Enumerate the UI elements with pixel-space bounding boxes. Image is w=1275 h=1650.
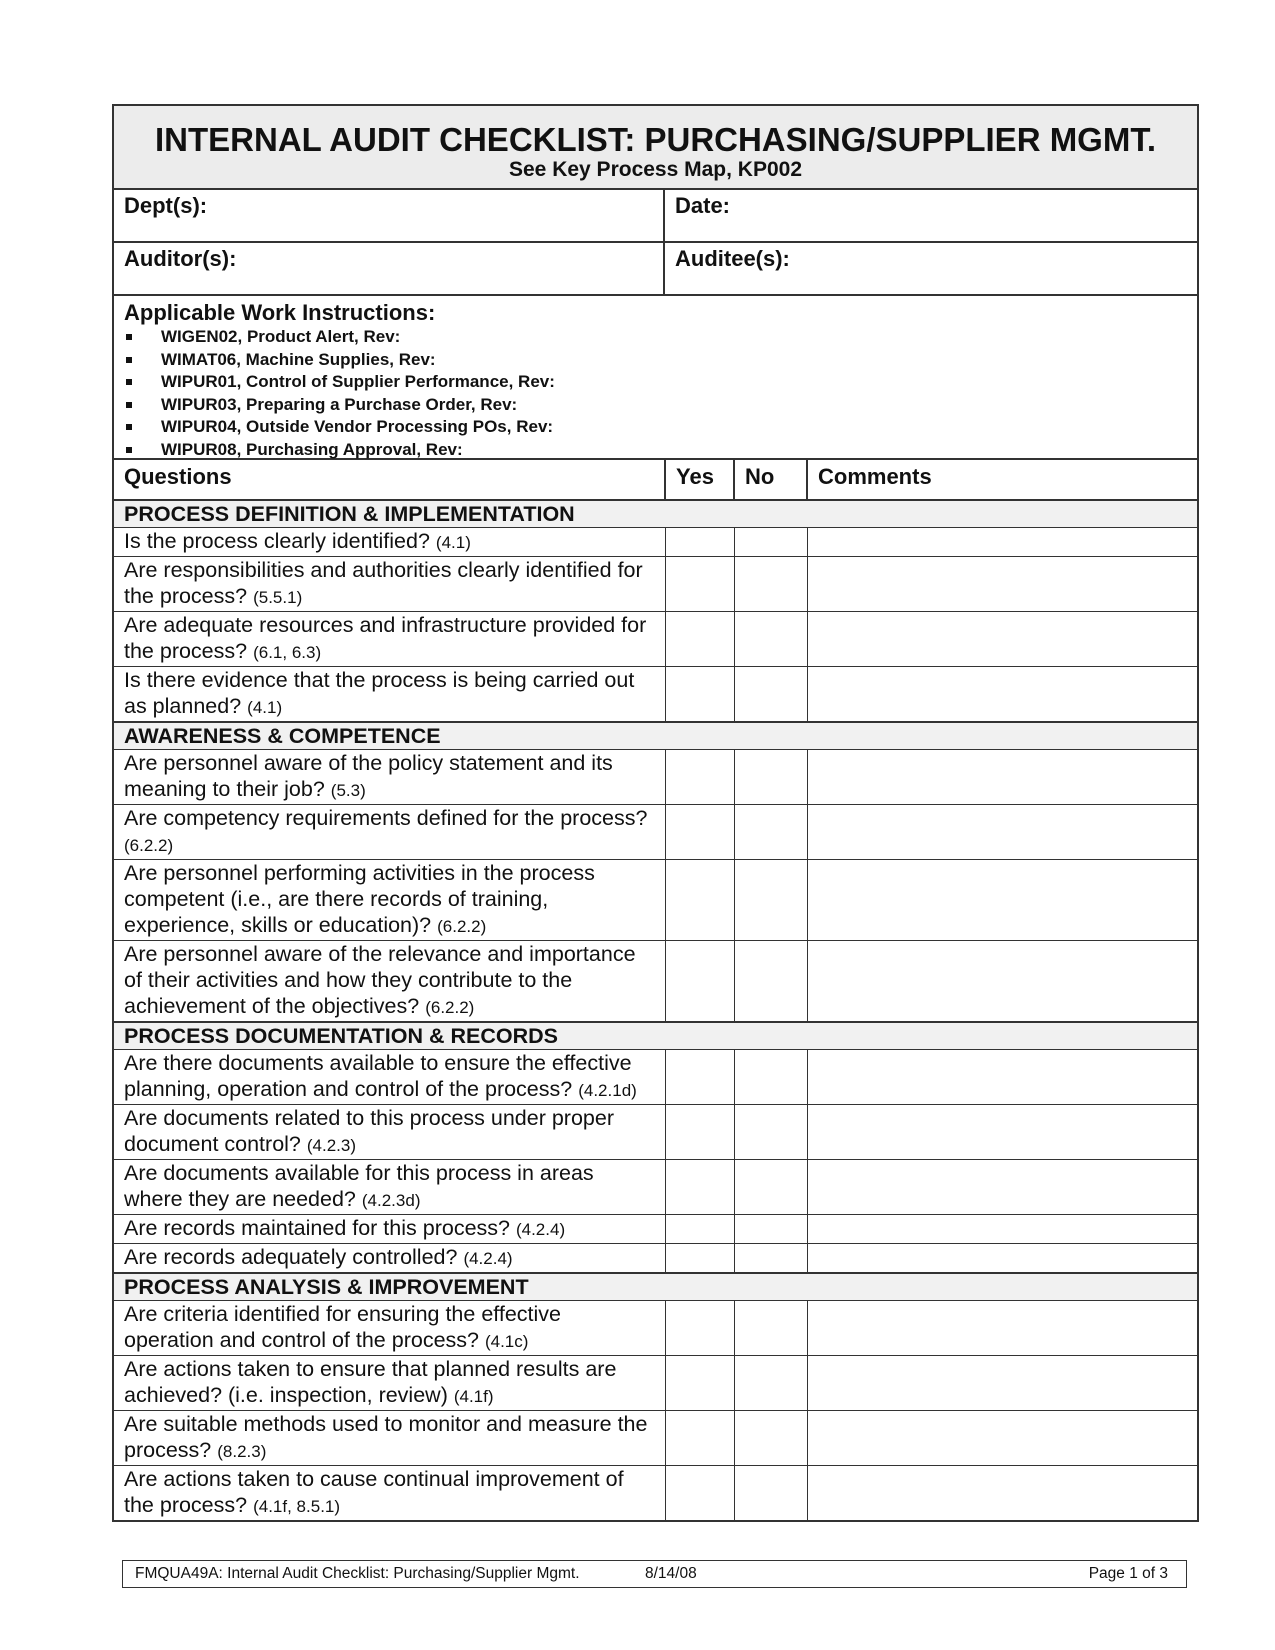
clause-reference: (4.1) <box>247 698 283 717</box>
yes-checkbox-cell[interactable] <box>665 1466 734 1521</box>
section-title: AWARENESS & COMPETENCE <box>114 722 1197 750</box>
yes-checkbox-cell[interactable] <box>665 1356 734 1411</box>
square-bullet-icon <box>126 379 132 385</box>
table-row <box>114 1105 1197 1160</box>
question-text: Are records maintained for this process? <box>124 1216 510 1240</box>
question-cell <box>114 1466 665 1521</box>
table-row <box>114 860 1197 941</box>
clause-reference: (6.2.2) <box>437 917 487 936</box>
comments-cell[interactable] <box>807 1215 1197 1244</box>
no-checkbox-cell[interactable] <box>734 1466 807 1521</box>
question-text: Are personnel performing activities in the process competent (i.e., are there records of training, experience, skills or education)? <box>124 861 595 937</box>
comments-cell[interactable] <box>807 1411 1197 1466</box>
question-text: Are actions taken to ensure that planned results are achieved? (i.e. inspection, review) <box>124 1357 617 1407</box>
question-text: Are personnel aware of the relevance and importance of their activities and how they contribute to the achievement of the objectives? <box>124 942 636 1018</box>
yes-checkbox-cell[interactable] <box>665 1160 734 1215</box>
yes-checkbox-cell[interactable] <box>665 1411 734 1466</box>
square-bullet-icon <box>126 357 132 363</box>
section-header-row <box>114 1273 1197 1301</box>
questions-table <box>114 460 1197 1520</box>
yes-checkbox-cell[interactable] <box>665 860 734 941</box>
clause-reference: (4.2.1d) <box>578 1081 637 1100</box>
question-text: Are records adequately controlled? <box>124 1245 458 1269</box>
square-bullet-icon <box>126 334 132 340</box>
comments-cell[interactable] <box>807 557 1197 612</box>
list-item: WIPUR04, Outside Vendor Processing POs, Rev: <box>124 416 1187 439</box>
section-header-row <box>114 722 1197 750</box>
yes-checkbox-cell[interactable] <box>665 528 734 557</box>
comments-cell[interactable] <box>807 1105 1197 1160</box>
clause-reference: (6.2.2) <box>425 998 475 1017</box>
yes-checkbox-cell[interactable] <box>665 667 734 723</box>
question-text: Are documents related to this process under proper document control? <box>124 1106 614 1156</box>
table-row <box>114 941 1197 1023</box>
comments-cell[interactable] <box>807 1356 1197 1411</box>
question-cell <box>114 1411 665 1466</box>
question-text: Are suitable methods used to monitor and measure the process? <box>124 1412 648 1462</box>
list-item: WIPUR08, Purchasing Approval, Rev: <box>124 439 1187 462</box>
comments-cell[interactable] <box>807 667 1197 723</box>
table-row <box>114 612 1197 667</box>
no-checkbox-cell[interactable] <box>734 1411 807 1466</box>
section-title: PROCESS ANALYSIS & IMPROVEMENT <box>114 1273 1197 1301</box>
list-item: WIMAT06, Machine Supplies, Rev: <box>124 349 1187 372</box>
no-checkbox-cell[interactable] <box>734 1301 807 1356</box>
yes-checkbox-cell[interactable] <box>665 1301 734 1356</box>
clause-reference: (4.1) <box>435 533 471 552</box>
yes-checkbox-cell[interactable] <box>665 941 734 1023</box>
work-instructions-list <box>124 326 1187 462</box>
comments-cell[interactable] <box>807 1160 1197 1215</box>
questions-column-header: Questions <box>124 464 232 489</box>
no-checkbox-cell[interactable] <box>734 805 807 860</box>
yes-checkbox-cell[interactable] <box>665 612 734 667</box>
question-text: Is the process clearly identified? <box>124 529 430 553</box>
page-subtitle: See Key Process Map, KP002 <box>509 158 802 181</box>
clause-reference: (4.2.4) <box>463 1249 513 1268</box>
list-item: WIPUR01, Control of Supplier Performance, Rev: <box>124 371 1187 394</box>
table-row <box>114 1301 1197 1356</box>
question-text: Is there evidence that the process is being carried out as planned? <box>124 668 635 718</box>
auditee-field[interactable] <box>665 243 1197 294</box>
work-instructions <box>114 296 1197 460</box>
table-header-row <box>114 460 1197 500</box>
question-cell <box>114 805 665 860</box>
table-row <box>114 1356 1197 1411</box>
section-title: PROCESS DOCUMENTATION & RECORDS <box>114 1022 1197 1050</box>
clause-reference: (4.2.4) <box>515 1220 566 1239</box>
no-checkbox-cell[interactable] <box>734 1050 807 1105</box>
no-checkbox-cell[interactable] <box>734 1244 807 1274</box>
clause-reference: (6.2.2) <box>124 836 174 855</box>
question-text: Are documents available for this process in areas where they are needed? <box>124 1161 594 1211</box>
dept-date-row <box>114 190 1197 243</box>
comments-cell[interactable] <box>807 612 1197 667</box>
auditee-label: Auditee(s): <box>675 246 790 271</box>
clause-reference: (8.2.3) <box>217 1442 267 1461</box>
no-column-header: No <box>734 460 807 500</box>
title-block <box>114 106 1197 190</box>
no-checkbox-cell[interactable] <box>734 1105 807 1160</box>
no-checkbox-cell[interactable] <box>734 860 807 941</box>
no-checkbox-cell[interactable] <box>734 528 807 557</box>
table-row <box>114 667 1197 723</box>
question-cell <box>114 667 665 723</box>
yes-checkbox-cell[interactable] <box>665 1050 734 1105</box>
dept-label: Dept(s): <box>124 193 208 218</box>
question-text: Are responsibilities and authorities clearly identified for the process? <box>124 558 643 608</box>
clause-reference: (4.2.3d) <box>361 1191 421 1210</box>
date-label: Date: <box>675 193 731 218</box>
question-cell <box>114 612 665 667</box>
clause-reference: (6.1, 6.3) <box>253 643 322 662</box>
question-cell <box>114 528 665 557</box>
yes-checkbox-cell[interactable] <box>665 805 734 860</box>
comments-cell[interactable] <box>807 1466 1197 1521</box>
table-row <box>114 805 1197 860</box>
table-row <box>114 750 1197 805</box>
clause-reference: (4.1f) <box>453 1387 494 1406</box>
question-cell <box>114 860 665 941</box>
no-checkbox-cell[interactable] <box>734 1356 807 1411</box>
dept-field[interactable] <box>114 190 665 241</box>
yes-checkbox-cell[interactable] <box>665 1244 734 1274</box>
audit-checklist-form <box>112 104 1199 1522</box>
section-header-row <box>114 1022 1197 1050</box>
question-text: Are there documents available to ensure the effective planning, operation and control of the process? <box>124 1051 632 1101</box>
clause-reference: (4.1f, 8.5.1) <box>253 1497 341 1516</box>
page-title: INTERNAL AUDIT CHECKLIST: PURCHASING/SUPPLIER MGMT. <box>154 121 1157 158</box>
yes-column-header: Yes <box>665 460 734 500</box>
comments-cell[interactable] <box>807 528 1197 557</box>
no-checkbox-cell[interactable] <box>734 941 807 1023</box>
question-cell <box>114 557 665 612</box>
comments-cell[interactable] <box>807 941 1197 1023</box>
clause-reference: (4.1c) <box>484 1332 529 1351</box>
question-cell <box>114 1160 665 1215</box>
question-cell <box>114 1215 665 1244</box>
section-header-row <box>114 500 1197 528</box>
comments-cell[interactable] <box>807 805 1197 860</box>
comments-cell[interactable] <box>807 860 1197 941</box>
footer-date: 8/14/08 <box>645 1565 697 1582</box>
question-text: Are personnel aware of the policy statement and its meaning to their job? <box>124 751 613 801</box>
no-checkbox-cell[interactable] <box>734 1215 807 1244</box>
question-cell <box>114 1356 665 1411</box>
footer-page-number: Page 1 of 3 <box>1088 1565 1168 1582</box>
no-checkbox-cell[interactable] <box>734 667 807 723</box>
page-footer <box>122 1560 1187 1588</box>
list-item: WIPUR03, Preparing a Purchase Order, Rev: <box>124 394 1187 417</box>
auditor-field[interactable] <box>114 243 665 294</box>
table-row <box>114 1411 1197 1466</box>
comments-cell[interactable] <box>807 1301 1197 1356</box>
comments-cell[interactable] <box>807 1244 1197 1274</box>
yes-checkbox-cell[interactable] <box>665 1105 734 1160</box>
no-checkbox-cell[interactable] <box>734 612 807 667</box>
question-text: Are competency requirements defined for the process? <box>124 806 648 830</box>
clause-reference: (5.3) <box>330 781 366 800</box>
comments-column-header: Comments <box>807 460 1197 500</box>
clause-reference: (4.2.3) <box>306 1136 357 1155</box>
table-row <box>114 1215 1197 1244</box>
square-bullet-icon <box>126 424 132 430</box>
table-row <box>114 1466 1197 1521</box>
list-item: WIGEN02, Product Alert, Rev: <box>124 326 1187 349</box>
auditor-label: Auditor(s): <box>124 246 237 271</box>
yes-checkbox-cell[interactable] <box>665 557 734 612</box>
question-text: Are criteria identified for ensuring the effective operation and control of the process? <box>124 1302 562 1352</box>
question-cell <box>114 941 665 1023</box>
question-cell <box>114 1301 665 1356</box>
square-bullet-icon <box>126 402 132 408</box>
table-row <box>114 557 1197 612</box>
yes-checkbox-cell[interactable] <box>665 750 734 805</box>
no-checkbox-cell[interactable] <box>734 750 807 805</box>
no-checkbox-cell[interactable] <box>734 1160 807 1215</box>
auditor-auditee-row <box>114 243 1197 296</box>
comments-cell[interactable] <box>807 1050 1197 1105</box>
question-cell <box>114 1105 665 1160</box>
table-row <box>114 1244 1197 1274</box>
table-row <box>114 528 1197 557</box>
question-text: Are actions taken to cause continual improvement of the process? <box>124 1467 624 1517</box>
work-instructions-heading: Applicable Work Instructions: <box>124 300 436 325</box>
date-field[interactable] <box>665 190 1197 241</box>
clause-reference: (5.5.1) <box>253 588 303 607</box>
question-cell <box>114 1244 665 1274</box>
footer-doc-id: FMQUA49A: Internal Audit Checklist: Purchasing/Supplier Mgmt. <box>135 1565 580 1582</box>
table-row <box>114 1160 1197 1215</box>
question-text: Are adequate resources and infrastructure provided for the process? <box>124 613 647 663</box>
section-title: PROCESS DEFINITION & IMPLEMENTATION <box>114 500 1197 528</box>
question-cell <box>114 1050 665 1105</box>
yes-checkbox-cell[interactable] <box>665 1215 734 1244</box>
table-row <box>114 1050 1197 1105</box>
comments-cell[interactable] <box>807 750 1197 805</box>
question-cell <box>114 750 665 805</box>
no-checkbox-cell[interactable] <box>734 557 807 612</box>
square-bullet-icon <box>126 447 132 453</box>
